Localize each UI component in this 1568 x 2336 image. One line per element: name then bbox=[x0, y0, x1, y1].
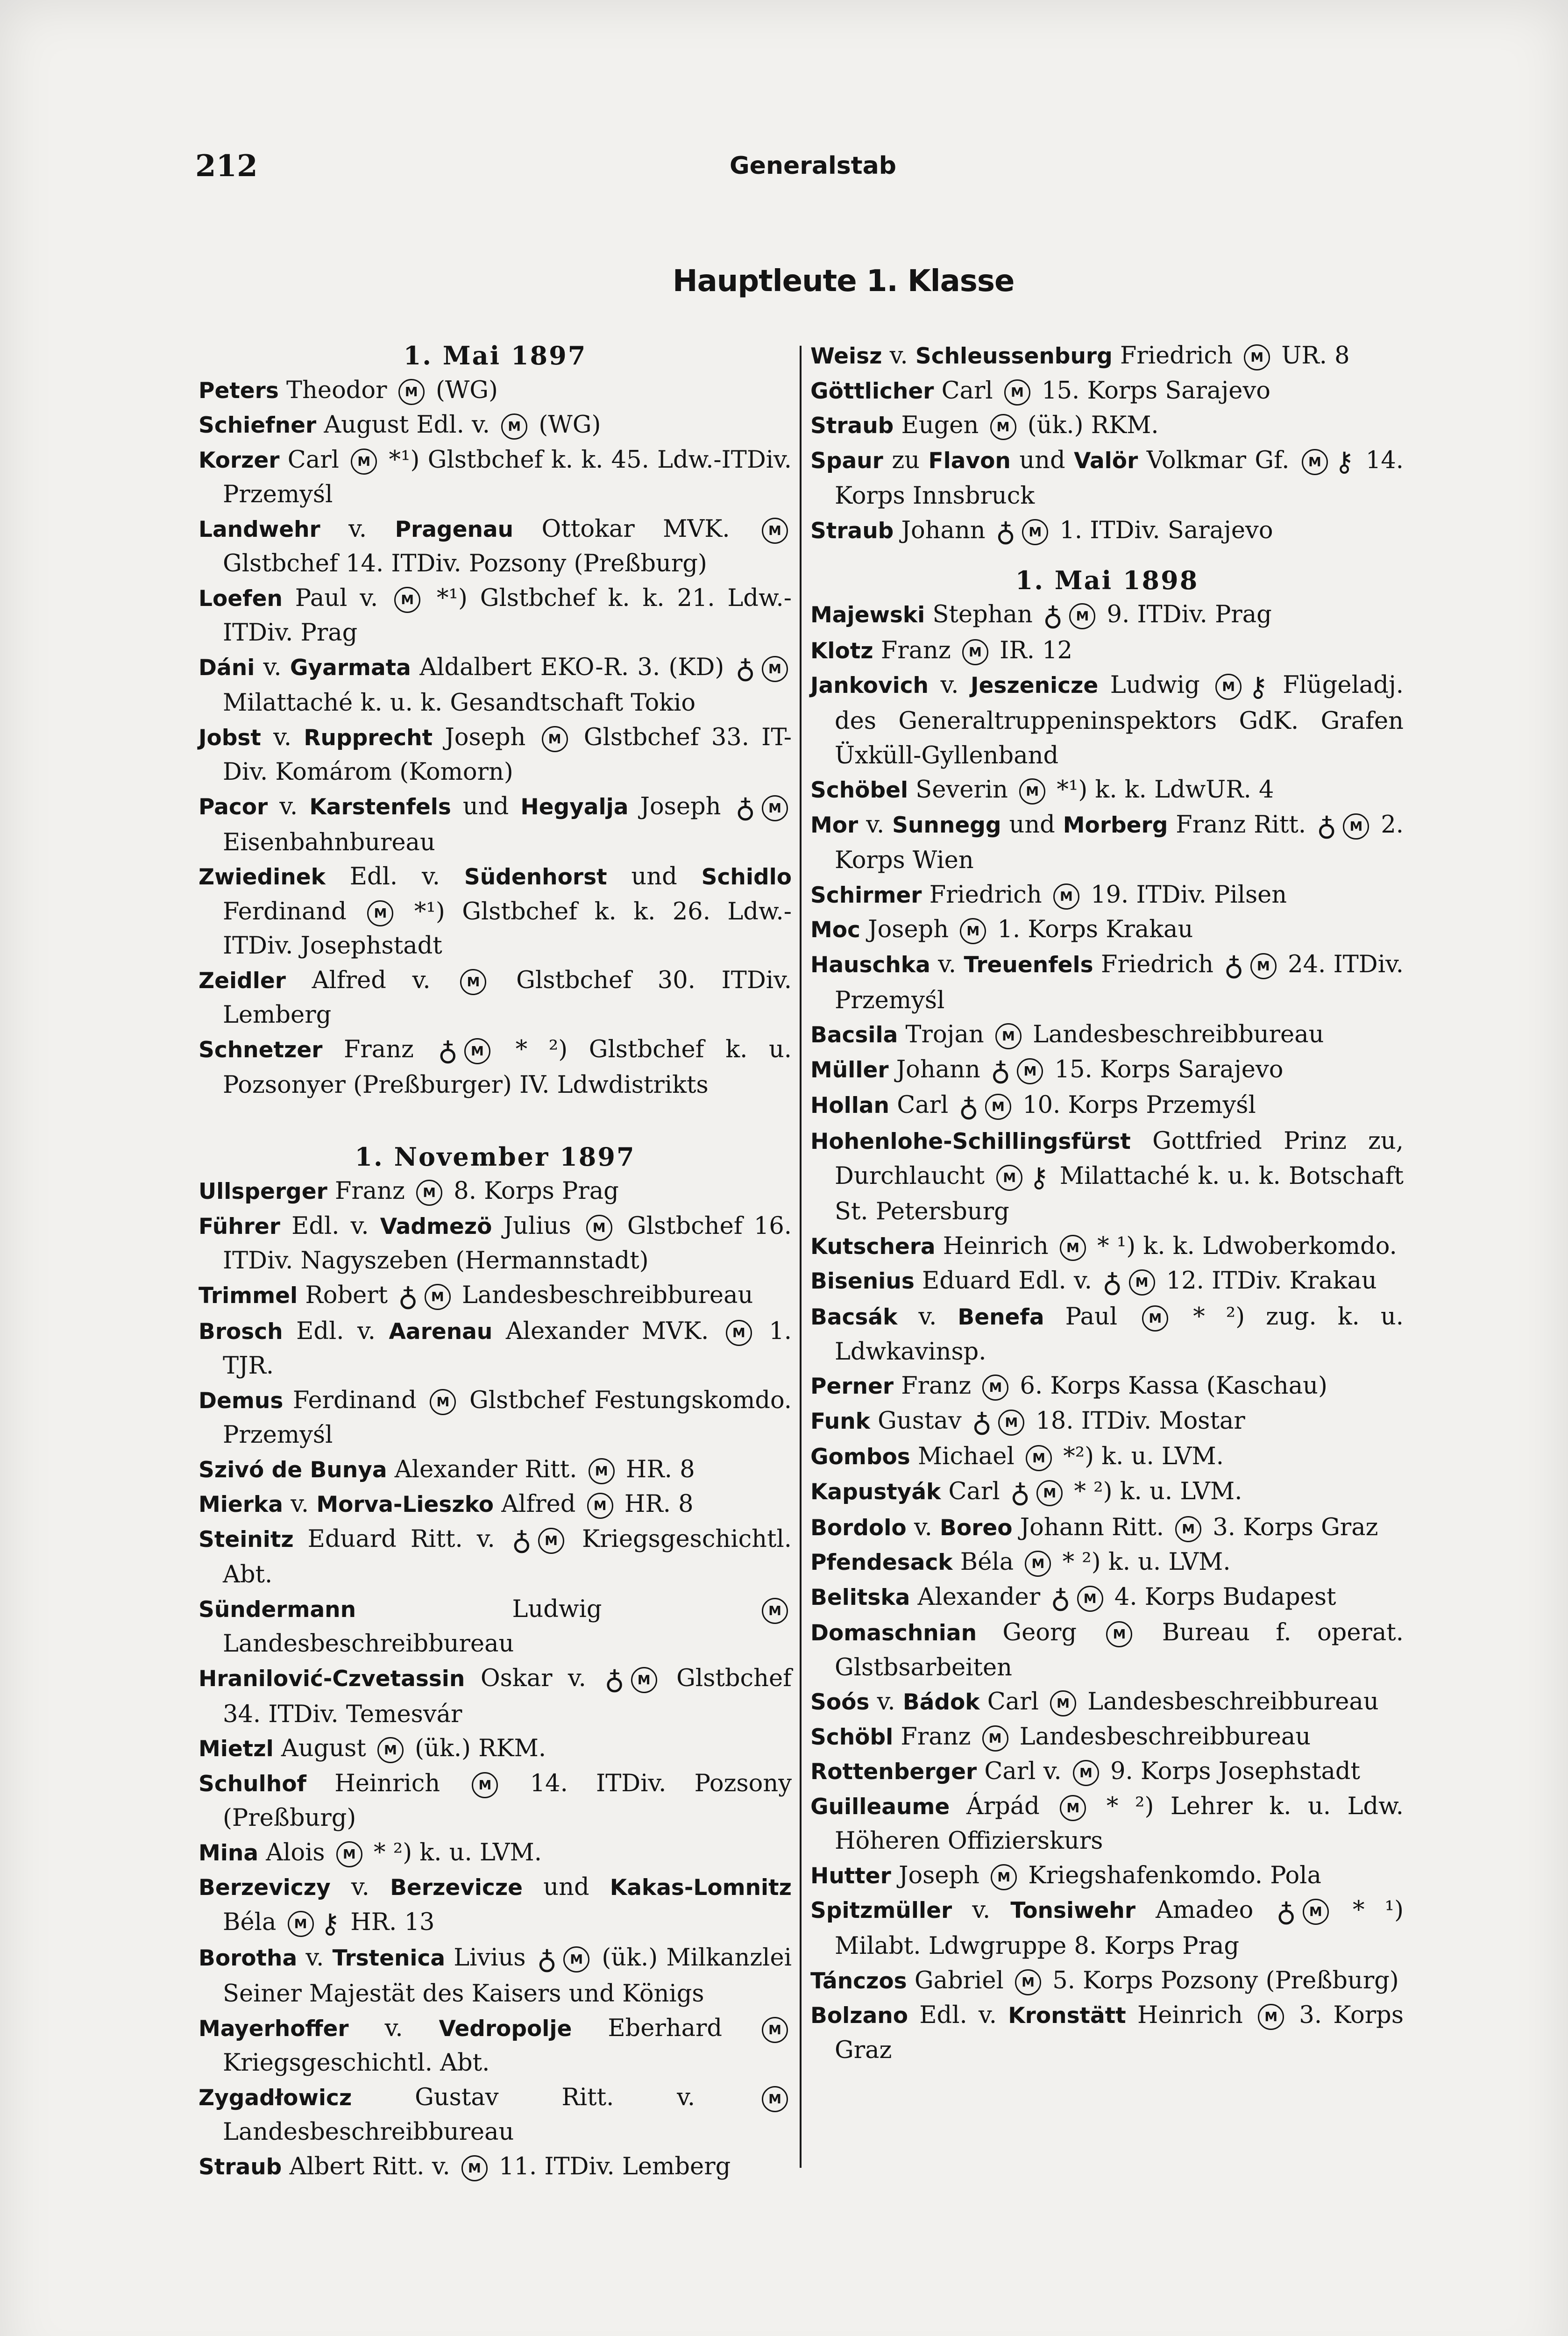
medal-icon: M bbox=[367, 900, 393, 926]
medal-icon: M bbox=[1250, 953, 1277, 979]
cross-icon: ♁ bbox=[735, 792, 755, 824]
medal-icon: M bbox=[1303, 1899, 1329, 1925]
list-item: Müller Johann ♁ M 15. Korps Sarajevo bbox=[810, 1053, 1404, 1089]
key-icon: ⚷ bbox=[320, 1907, 341, 1939]
list-item: Demus Ferdinand M Glstbchef Festungskomdo. Przemyśl bbox=[199, 1386, 792, 1449]
list-item: Borotha v. Trstenica Livius ♁ M (ük.) Milkanzlei Seiner Majestät des Kaisers und Königs bbox=[199, 1943, 792, 2008]
list-item: Bolzano Edl. v. Kronstätt Heinrich M 3. Korps Graz bbox=[810, 2001, 1404, 2064]
list-item: Spaur zu Flavon und Valör Volkmar Gf. M ⚷ 14. Korps Innsbruck bbox=[810, 445, 1404, 510]
list-item: Bisenius Eduard Edl. v. ♁ M 12. ITDiv. Krakau bbox=[810, 1264, 1404, 1300]
medal-icon: M bbox=[1015, 1969, 1041, 1995]
list-item: Dáni v. Gyarmata Aldalbert EKO-R. 3. (KD) ♁ M Milattaché k. u. k. Gesandtschaft Tokio bbox=[199, 650, 792, 720]
list-item: Zwiedinek Edl. v. Südenhorst und Schidlo Ferdinand M *¹) Glstbchef k. k. 26. Ldw.-ITDiv. Josephstadt bbox=[199, 863, 792, 960]
list-item: Loefen Paul v. M *¹) Glstbchef k. k. 21. Ldw.-ITDiv. Prag bbox=[199, 584, 792, 647]
list-item: Mina Alois M * ²) k. u. LVM. bbox=[199, 1838, 542, 1866]
cross-icon: ♁ bbox=[1010, 1477, 1030, 1509]
list-item: Schnetzer Franz ♁ M * ²) Glstbchef k. u. Pozsonyer (Preßburger) IV. Ldwdistrikts bbox=[199, 1034, 792, 1099]
cross-icon: ♁ bbox=[1050, 1582, 1071, 1614]
medal-icon: M bbox=[538, 1528, 564, 1554]
medal-icon: M bbox=[1036, 1480, 1063, 1506]
cross-icon: ♁ bbox=[438, 1034, 458, 1067]
medal-icon: M bbox=[425, 1284, 451, 1310]
list-item: Rottenberger Carl v. M 9. Korps Josephstadt bbox=[810, 1758, 1361, 1786]
medal-icon: M bbox=[1073, 1760, 1099, 1786]
right-column bbox=[810, 339, 1404, 2067]
medal-icon: M bbox=[430, 1389, 456, 1415]
medal-icon: M bbox=[990, 414, 1016, 440]
list-item: Schiefner August Edl. v. M (WG) bbox=[199, 411, 601, 439]
medal-icon: M bbox=[1025, 1551, 1051, 1577]
medal-icon: M bbox=[762, 795, 788, 821]
medal-icon: M bbox=[1142, 1305, 1168, 1332]
list-item: Moc Joseph M 1. Korps Krakau bbox=[810, 916, 1193, 944]
cross-icon: ♁ bbox=[398, 1281, 418, 1312]
medal-icon: M bbox=[1050, 1690, 1076, 1716]
list-item: Belitska Alexander ♁ M 4. Korps Budapest bbox=[810, 1580, 1404, 1616]
medal-icon: M bbox=[464, 1038, 490, 1064]
medal-icon: M bbox=[1244, 344, 1270, 370]
list-item: Pfendesack Béla M * ²) k. u. LVM. bbox=[810, 1548, 1231, 1576]
list-item: Perner Franz M 6. Korps Kassa (Kaschau) bbox=[810, 1372, 1327, 1400]
medal-icon: M bbox=[1026, 1445, 1052, 1471]
list-item: Majewski Stephan ♁ M 9. ITDiv. Prag bbox=[810, 598, 1404, 634]
medal-icon: M bbox=[563, 1946, 589, 1973]
date-heading: 1. November 1897 bbox=[355, 1141, 636, 1172]
list-item: Funk Gustav ♁ M 18. ITDiv. Mostar bbox=[810, 1404, 1404, 1440]
list-item: Schulhof Heinrich M 14. ITDiv. Pozsony (Preßburg) bbox=[199, 1769, 792, 1832]
medal-icon: M bbox=[336, 1841, 362, 1867]
list-item: Mierka v. Morva-Lieszko Alfred M HR. 8 bbox=[199, 1490, 694, 1518]
list-item: Straub Eugen M (ük.) RKM. bbox=[810, 412, 1159, 439]
key-icon: ⚷ bbox=[1029, 1161, 1049, 1193]
cross-icon: ♁ bbox=[991, 1054, 1011, 1087]
list-item: Domaschnian Georg M Bureau f. operat. Glstbsarbeiten bbox=[810, 1619, 1404, 1681]
cross-icon: ♁ bbox=[604, 1664, 624, 1695]
list-item: Jobst v. Rupprecht Joseph M Glstbchef 33. IT-Div. Komárom (Komorn) bbox=[199, 723, 792, 786]
medal-icon: M bbox=[542, 726, 568, 752]
list-item: Ullsperger Franz M 8. Korps Prag bbox=[199, 1177, 619, 1205]
list-item: Klotz Franz M IR. 12 bbox=[810, 636, 1073, 664]
cross-icon: ♁ bbox=[1102, 1266, 1122, 1298]
medal-icon: M bbox=[394, 587, 420, 613]
list-item: Szivó de Bunya Alexander Ritt. M HR. 8 bbox=[199, 1455, 695, 1483]
list-item: Steinitz Eduard Ritt. v. ♁ M Kriegsgeschichtl. Abt. bbox=[199, 1524, 792, 1589]
cross-icon: ♁ bbox=[995, 516, 1016, 548]
list-item: Schöbel Severin M *¹) k. k. LdwUR. 4 bbox=[810, 776, 1274, 804]
key-icon: ⚷ bbox=[1334, 445, 1355, 477]
medal-icon: M bbox=[1258, 2004, 1284, 2030]
list-item: Soós v. Bádok Carl M Landesbeschreibbureau bbox=[810, 1688, 1379, 1716]
medal-icon: M bbox=[991, 1864, 1017, 1890]
list-item: Korzer Carl M *¹) Glstbchef k. k. 45. Ldw.-ITDiv. Przemyśl bbox=[199, 446, 792, 508]
cross-icon: ♁ bbox=[958, 1090, 979, 1123]
medal-icon: M bbox=[1053, 883, 1079, 910]
medal-icon: M bbox=[631, 1667, 657, 1693]
list-item: Schöbl Franz M Landesbeschreibbureau bbox=[810, 1723, 1311, 1751]
medal-icon: M bbox=[461, 2155, 488, 2181]
list-item: Hranilović-Czvetassin Oskar v. ♁ M Glstbchef 34. ITDiv. Temesvár bbox=[199, 1664, 792, 1728]
medal-icon: M bbox=[996, 1165, 1022, 1191]
list-item: Trimmel Robert ♁ M Landesbeschreibbureau bbox=[199, 1278, 792, 1314]
list-item: Zygadłowicz Gustav Ritt. v. M Landesbeschreibbureau bbox=[199, 2080, 792, 2150]
medal-icon: M bbox=[995, 1023, 1022, 1049]
medal-icon: M bbox=[377, 1737, 404, 1763]
list-item: Brosch Edl. v. Aarenau Alexander MVK. M 1. TJR. bbox=[199, 1317, 792, 1380]
medal-icon: M bbox=[1215, 674, 1242, 700]
medal-icon: M bbox=[762, 518, 788, 544]
medal-icon: M bbox=[288, 1911, 314, 1937]
list-item: Pacor v. Karstenfels und Hegyalja Joseph ♁ M Eisenbahnbureau bbox=[199, 790, 792, 860]
medal-icon: M bbox=[1060, 1235, 1086, 1261]
cross-icon: ♁ bbox=[1224, 950, 1244, 982]
medal-icon: M bbox=[998, 1410, 1024, 1436]
medal-icon: M bbox=[1019, 778, 1045, 805]
medal-icon: M bbox=[1017, 1058, 1043, 1084]
medal-icon: M bbox=[416, 1180, 442, 1206]
medal-icon: M bbox=[762, 2086, 788, 2112]
list-item: Göttlicher Carl M 15. Korps Sarajevo bbox=[810, 377, 1270, 405]
list-item: Hollan Carl ♁ M 10. Korps Przemyśl bbox=[810, 1088, 1404, 1124]
medal-icon: M bbox=[762, 1598, 788, 1624]
medal-icon: M bbox=[762, 656, 788, 682]
cross-icon: ♁ bbox=[511, 1524, 532, 1556]
list-item: Führer Edl. v. Vadmezö Julius M Glstbchef 16. ITDiv. Nagyszeben (Hermannstadt) bbox=[199, 1212, 792, 1275]
medal-icon: M bbox=[726, 1320, 752, 1346]
medal-icon: M bbox=[460, 969, 486, 995]
cross-icon: ♁ bbox=[972, 1406, 992, 1438]
list-item: Berzeviczy v. Berzevicze und Kakas-Lomnitz Béla M ⚷ HR. 13 bbox=[199, 1870, 792, 1941]
medal-icon: M bbox=[982, 1725, 1008, 1752]
medal-icon: M bbox=[398, 379, 425, 405]
cross-icon: ♁ bbox=[1276, 1895, 1296, 1928]
medal-icon: M bbox=[1106, 1621, 1132, 1647]
medal-icon: M bbox=[1004, 379, 1030, 406]
list-item: Guilleaume Árpád M * ²) Lehrer k. u. Ldw. Höheren Offizierskurs bbox=[810, 1792, 1404, 1855]
medal-icon: M bbox=[472, 1772, 498, 1798]
list-item: Zeidler Alfred v. M Glstbchef 30. ITDiv. Lemberg bbox=[199, 966, 792, 1029]
list-item: Gombos Michael M *²) k. u. LVM. bbox=[810, 1443, 1224, 1471]
list-item: Jankovich v. Jeszenicze Ludwig M ⚷ Flügeladj. des Generaltruppeninspektors GdK. Grafen Üxküll-Gyllenband bbox=[810, 670, 1404, 769]
list-item: Sündermann Ludwig M Landesbeschreibbureau bbox=[199, 1592, 792, 1661]
list-item: Mietzl August M (ük.) RKM. bbox=[199, 1735, 546, 1762]
medal-icon: M bbox=[1022, 519, 1048, 545]
medal-icon: M bbox=[962, 639, 988, 665]
list-item: Kutschera Heinrich M * ¹) k. k. Ldwoberkomdo. bbox=[810, 1232, 1397, 1260]
column-divider bbox=[800, 346, 802, 2168]
medal-icon: M bbox=[1302, 449, 1328, 475]
medal-icon: M bbox=[589, 1458, 615, 1484]
list-item: Kapustyák Carl ♁ M * ²) k. u. LVM. bbox=[810, 1474, 1404, 1510]
medal-icon: M bbox=[1129, 1269, 1155, 1296]
list-item: Straub Albert Ritt. v. M 11. ITDiv. Lemberg bbox=[199, 2152, 731, 2180]
list-item: Hauschka v. Treuenfels Friedrich ♁ M 24. ITDiv. Przemyśl bbox=[810, 950, 1404, 1014]
medal-icon: M bbox=[960, 918, 986, 944]
cross-icon: ♁ bbox=[735, 652, 755, 684]
section-title: Hauptleute 1. Klasse bbox=[673, 264, 1015, 299]
medal-icon: M bbox=[1343, 813, 1369, 840]
cross-icon: ♁ bbox=[1043, 600, 1063, 632]
key-icon: ⚷ bbox=[1248, 670, 1268, 703]
list-item: Straub Johann ♁ M 1. ITDiv. Sarajevo bbox=[810, 513, 1404, 549]
list-item: Landwehr v. Pragenau Ottokar MVK. M Glstbchef 14. ITDiv. Pozsony (Preßburg) bbox=[199, 512, 792, 581]
medal-icon: M bbox=[1077, 1586, 1103, 1612]
medal-icon: M bbox=[586, 1215, 612, 1241]
medal-icon: M bbox=[1069, 603, 1095, 629]
list-item: Bordolo v. Boreo Johann Ritt. M 3. Korps Graz bbox=[810, 1513, 1378, 1541]
medal-icon: M bbox=[982, 1375, 1008, 1401]
list-item: Spitzmüller v. Tonsiwehr Amadeo ♁ M * ¹) Milabt. Ldwgruppe 8. Korps Prag bbox=[810, 1895, 1404, 1960]
list-item: Hohenlohe-Schillingsfürst Gottfried Prinz zu, Durchlaucht M ⚷ Milattaché k. u. k. Botschaft St. Petersburg bbox=[810, 1127, 1404, 1226]
page-number: 212 bbox=[195, 149, 258, 184]
medal-icon: M bbox=[1060, 1795, 1086, 1821]
cross-icon: ♁ bbox=[537, 1943, 557, 1975]
medal-icon: M bbox=[1175, 1516, 1201, 1542]
list-item: Hutter Joseph M Kriegshafenkomdo. Pola bbox=[810, 1861, 1321, 1889]
date-heading: 1. Mai 1897 bbox=[403, 341, 587, 370]
list-item: Tánczos Gabriel M 5. Korps Pozsony (Preßburg) bbox=[810, 1966, 1399, 1994]
date-heading: 1. Mai 1898 bbox=[1015, 565, 1199, 595]
left-column bbox=[199, 339, 792, 2184]
list-item: Bacsila Trojan M Landesbeschreibbureau bbox=[810, 1021, 1324, 1048]
list-item: Peters Theodor M (WG) bbox=[199, 376, 498, 404]
medal-icon: M bbox=[501, 413, 527, 440]
medal-icon: M bbox=[762, 2017, 788, 2043]
cross-icon: ♁ bbox=[1317, 810, 1337, 842]
medal-icon: M bbox=[351, 449, 377, 475]
list-item: Weisz v. Schleussenburg Friedrich M UR. 8 bbox=[810, 342, 1350, 370]
list-item: Mayerhoffer v. Vedropolje Eberhard M Kriegsgeschichtl. Abt. bbox=[199, 2011, 792, 2080]
list-item: Bacsák v. Benefa Paul M * ²) zug. k. u. Ldwkavinsp. bbox=[810, 1303, 1404, 1366]
list-item: Schirmer Friedrich M 19. ITDiv. Pilsen bbox=[810, 881, 1287, 909]
medal-icon: M bbox=[587, 1493, 613, 1519]
medal-icon: M bbox=[985, 1094, 1011, 1120]
running-header: Generalstab bbox=[730, 152, 896, 180]
list-item: Mor v. Sunnegg und Morberg Franz Ritt. ♁ M 2. Korps Wien bbox=[810, 810, 1404, 875]
